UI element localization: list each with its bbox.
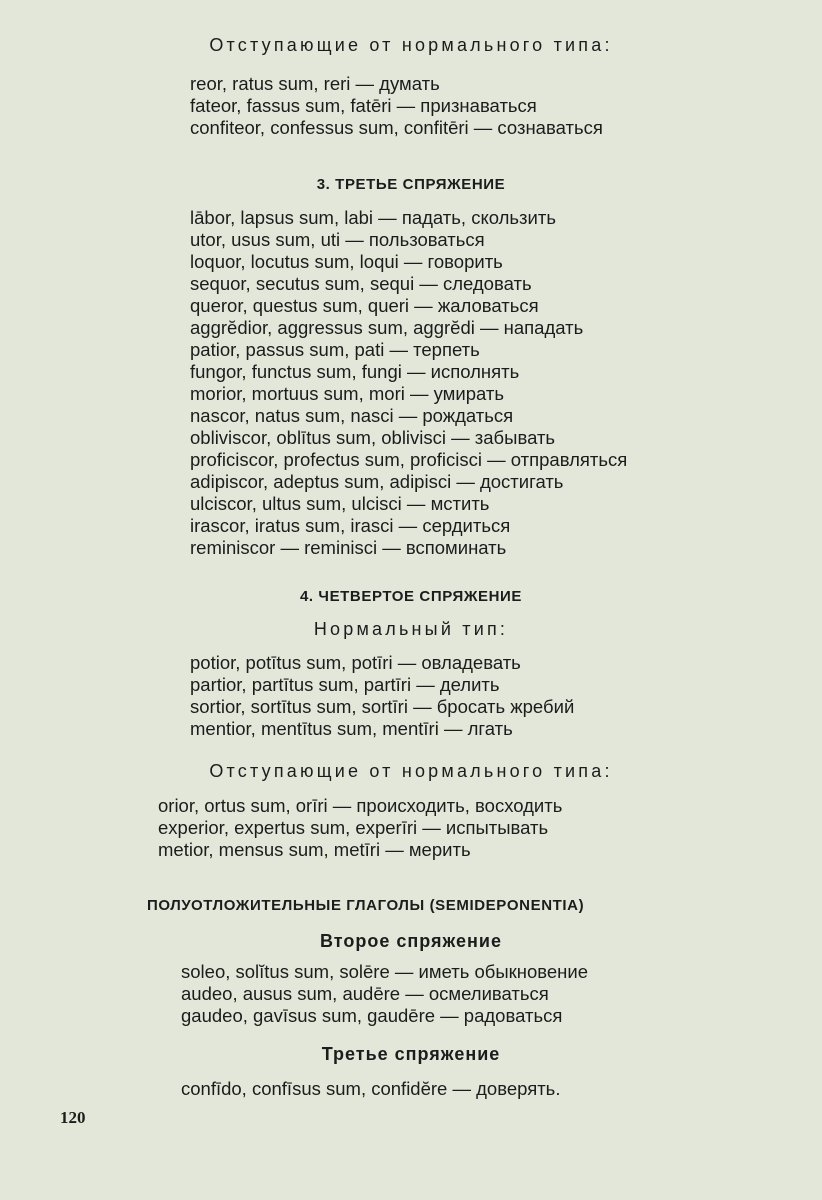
verb-entry: confiteor, confessus sum, confitēri — сознаваться: [190, 117, 603, 138]
verb-list-third: [190, 207, 627, 559]
verb-list-fourth-deviating: [158, 795, 562, 861]
verb-entry: adipiscor, adeptus sum, adipisci — достигать: [190, 471, 564, 492]
verb-entry: morior, mortuus sum, mori — умирать: [190, 383, 505, 404]
verb-entry: queror, questus sum, queri — жаловаться: [190, 295, 539, 316]
subheading-third-conjugation: Третье спряжение: [321, 1044, 501, 1064]
verb-entry: partior, partītus sum, partīri — делить: [190, 674, 500, 695]
verb-entry: mentior, mentītus sum, mentīri — лгать: [190, 718, 513, 739]
verb-entry: aggrĕdior, aggressus sum, aggrĕdi — нападать: [190, 317, 584, 338]
subheading-second-conjugation: Второе спряжение: [320, 931, 502, 951]
verb-entry: audeo, ausus sum, audēre — осмеливаться: [181, 983, 549, 1004]
subheading-normal: Нормальный тип:: [313, 619, 509, 639]
verb-entry: metior, mensus sum, metīri — мерить: [158, 839, 471, 860]
verb-entry: proficiscor, profectus sum, proficisci — отправляться: [190, 449, 628, 470]
verb-entry: reminiscor — reminisci — вспоминать: [190, 537, 507, 558]
section-heading-fourth: 4. ЧЕТВЕРТОЕ СПРЯЖЕНИЕ: [299, 588, 523, 605]
verb-entry: reor, ratus sum, reri — думать: [190, 73, 440, 94]
page-number: 120: [60, 1108, 86, 1127]
verb-list-semi-second: [181, 961, 588, 1027]
verb-entry: orior, ortus sum, orīri — происходить, восходить: [158, 795, 563, 816]
verb-list-fourth-normal: [190, 652, 574, 740]
section-heading-third: 3. ТРЕТЬЕ СПРЯЖЕНИЕ: [316, 176, 506, 193]
verb-entry: fungor, functus sum, fungi — исполнять: [190, 361, 520, 382]
verb-entry: sortior, sortītus sum, sortīri — бросать жребий: [190, 696, 575, 717]
verb-entry: gaudeo, gavīsus sum, gaudēre — радоваться: [181, 1005, 563, 1026]
subheading-deviating: Отступающие от нормального типа:: [209, 35, 613, 55]
verb-entry: confīdo, confīsus sum, confidĕre — доверять.: [181, 1078, 561, 1099]
verb-entry: nascor, natus sum, nasci — рождаться: [190, 405, 514, 426]
verb-entry: obliviscor, oblītus sum, oblivisci — забывать: [190, 427, 556, 448]
verb-entry: utor, usus sum, uti — пользоваться: [190, 229, 485, 250]
verb-entry: lābor, lapsus sum, labi — падать, скользить: [190, 207, 556, 228]
verb-list-semi-third: [181, 1078, 560, 1100]
subheading-deviating-fourth: Отступающие от нормального типа:: [209, 761, 613, 781]
verb-entry: patior, passus sum, pati — терпеть: [190, 339, 480, 360]
verb-entry: experior, expertus sum, experīri — испытывать: [158, 817, 549, 838]
verb-entry: potior, potītus sum, potīri — овладевать: [190, 652, 521, 673]
verb-entry: ulciscor, ultus sum, ulcisci — мстить: [190, 493, 490, 514]
section-heading-semideponentia: ПОЛУОТЛОЖИТЕЛЬНЫЕ ГЛАГОЛЫ (SEMIDEPONENTIA): [147, 897, 585, 914]
verb-entry: irascor, iratus sum, irasci — сердиться: [190, 515, 511, 536]
verb-entry: sequor, secutus sum, sequi — следовать: [190, 273, 532, 294]
verb-entry: soleo, solĭtus sum, solēre — иметь обыкновение: [181, 961, 589, 982]
verb-entry: loquor, locutus sum, loqui — говорить: [190, 251, 503, 272]
verb-list-deviating-2: [190, 73, 603, 139]
verb-entry: fateor, fassus sum, fatēri — признаваться: [190, 95, 537, 116]
